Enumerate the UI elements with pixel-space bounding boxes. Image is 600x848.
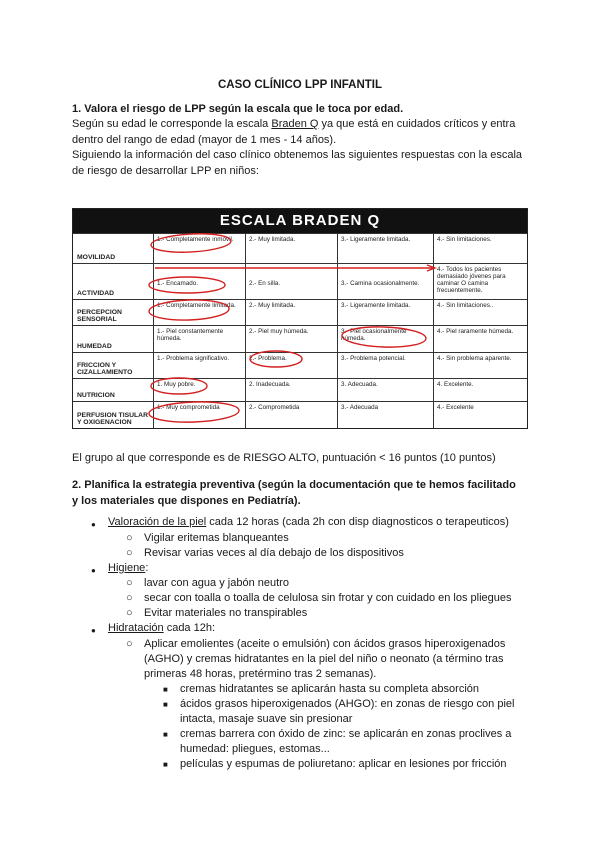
cell-score-1: 1.- Completamente inmóvil. xyxy=(153,234,245,263)
row-label: MOVILIDAD xyxy=(77,254,116,261)
braden-q-table xyxy=(72,208,528,429)
cell-score-4: 4.- Sin problema aparente. xyxy=(433,353,529,378)
list-item: Revisar varias veces al día debajo de los dispositivos xyxy=(144,547,404,559)
row-label: ACTIVIDAD xyxy=(77,290,115,297)
list-item: lavar con agua y jabón neutro xyxy=(144,577,289,589)
cell-score-1: 1.- Piel constantemente húmeda. xyxy=(153,326,245,352)
row-label: PERCEPCION SENSORIAL xyxy=(77,309,122,323)
cell-score-4: 4.- Sin limitaciones. xyxy=(433,234,529,263)
cell-score-2: 2.- Piel muy húmeda. xyxy=(245,326,337,352)
list-item: Hidratación cada 12h: xyxy=(108,622,216,634)
table-row xyxy=(73,352,527,378)
cell-score-2: 2.- Muy limitada. xyxy=(245,300,337,325)
cell-score-3: 3. Adecuada. xyxy=(337,379,433,401)
cell-score-3: 3.- Piel ocasionalmente húmeda. xyxy=(337,326,433,352)
cell-score-3: 3.- Ligeramente limitada. xyxy=(337,300,433,325)
circle-bullet-icon: ○ xyxy=(126,577,133,589)
list-item: ácidos grasos hiperoxigenados (AHGO): en zonas de riesgo con piel xyxy=(180,698,515,710)
table-row xyxy=(73,263,527,299)
list-item: (AGHO) y cremas hidratantes en la piel del niño o neonato (a término tras xyxy=(144,653,504,665)
list-item: películas y espumas de poliuretano: aplicar en lesiones por fricción xyxy=(180,758,507,770)
list-item: Aplicar emolientes (aceite o emulsión) con ácidos grasos hiperoxigenados xyxy=(144,638,506,650)
table-row xyxy=(73,378,527,401)
table-row xyxy=(73,233,527,263)
braden-q-title: ESCALA BRADEN Q xyxy=(73,209,527,233)
circle-bullet-icon: ○ xyxy=(126,592,133,604)
list-item: secar con toalla o toalla de celulosa sin frotar y con cuidado en los pliegues xyxy=(144,592,512,604)
cell-score-4: 4.- Piel raramente húmeda. xyxy=(433,326,529,352)
braden-grid xyxy=(73,233,527,428)
braden-q-link[interactable]: Braden Q xyxy=(271,118,319,130)
cell-score-4: 4.- Sin limitaciones.. xyxy=(433,300,529,325)
row-label: HUMEDAD xyxy=(77,343,112,350)
list-item: Valoración de la piel cada 12 horas (cada 2h con disp diagnosticos o terapeuticos) xyxy=(108,516,509,528)
cell-score-2: 2. Inadecuada. xyxy=(245,379,337,401)
cell-score-2: 2.- Comprometida xyxy=(245,402,337,428)
row-label: PERFUSION TISULAR Y OXIGENACION xyxy=(77,412,148,426)
cell-score-3: 3.- Ligeramente limitada. xyxy=(337,234,433,263)
table-row xyxy=(73,299,527,325)
cell-score-1: 1.- Muy comprometida xyxy=(153,402,245,428)
list-item: intacta, masaje suave sin presionar xyxy=(180,713,353,725)
cell-score-3: 3.- Adecuada xyxy=(337,402,433,428)
list-item: cremas barrera con óxido de zinc: se aplicarán en zonas proclives a xyxy=(180,728,512,740)
list-item: Higiene: xyxy=(108,562,149,574)
cell-score-3: 3.- Problema potencial. xyxy=(337,353,433,378)
cell-score-1: 1.- Problema significativo. xyxy=(153,353,245,378)
table-row xyxy=(73,325,527,352)
cell-score-4: 4. Excelente. xyxy=(433,379,529,401)
bullet-icon: ● xyxy=(91,626,96,635)
list-item: humedad: pliegues, estomas... xyxy=(180,743,330,755)
paragraph-1: Según su edad le corresponde la escala Braden Q ya que está en cuidados críticos y entra dentro del rango de edad (mayor de 1 mes - 14 años). Siguiendo la información del caso clínico obtenemos las siguientes respuestas con la escala de riesgo de desarrollar LPP en niños: xyxy=(72,118,523,177)
cell-score-4: 4.- Excelente xyxy=(433,402,529,428)
document-title: CASO CLÍNICO LPP INFANTIL xyxy=(218,79,382,91)
circle-bullet-icon: ○ xyxy=(126,532,133,544)
list-item: Vigilar eritemas blanqueantes xyxy=(144,532,289,544)
table-row xyxy=(73,401,527,428)
list-item: cremas hidratantes se aplicarán hasta su completa absorción xyxy=(180,683,479,695)
section2-heading: 2. Planifica la estrategia preventiva (según la documentación que te hemos facilitado y los materiales que dispones en Pediatría). xyxy=(72,479,516,507)
list-item: primeras 48 horas, pretérmino tras 2 semanas). xyxy=(144,668,377,680)
square-bullet-icon: ■ xyxy=(163,760,168,769)
list-item: Evitar materiales no transpirables xyxy=(144,607,308,619)
row-label: FRICCION Y CIZALLAMIENTO xyxy=(77,362,133,376)
square-bullet-icon: ■ xyxy=(163,700,168,709)
cell-score-1: 1.- Encamado. xyxy=(153,264,245,299)
cell-score-4: 4.- Todos los pacientes demasiado jóvenes para caminar O camina frecuentemente. xyxy=(433,264,529,299)
cell-score-1: 1.- Completamente limitada. xyxy=(153,300,245,325)
bullet-icon: ● xyxy=(91,566,96,575)
cell-score-2: 2.- Problema. xyxy=(245,353,337,378)
row-label: NUTRICION xyxy=(77,392,115,399)
square-bullet-icon: ■ xyxy=(163,730,168,739)
cell-score-2: 2.- En silla. xyxy=(245,264,337,299)
bullet-icon: ● xyxy=(91,520,96,529)
cell-score-1: 1. Muy pobre. xyxy=(153,379,245,401)
circle-bullet-icon: ○ xyxy=(126,607,133,619)
circle-bullet-icon: ○ xyxy=(126,547,133,559)
risk-result: El grupo al que corresponde es de RIESGO ALTO, puntuación < 16 puntos (10 puntos) xyxy=(72,452,496,464)
cell-score-3: 3.- Camina ocasionalmente. xyxy=(337,264,433,299)
circle-bullet-icon: ○ xyxy=(126,638,133,650)
cell-score-2: 2.- Muy limitada. xyxy=(245,234,337,263)
section1-heading: 1. Valora el riesgo de LPP según la escala que le toca por edad. xyxy=(72,103,404,115)
square-bullet-icon: ■ xyxy=(163,685,168,694)
